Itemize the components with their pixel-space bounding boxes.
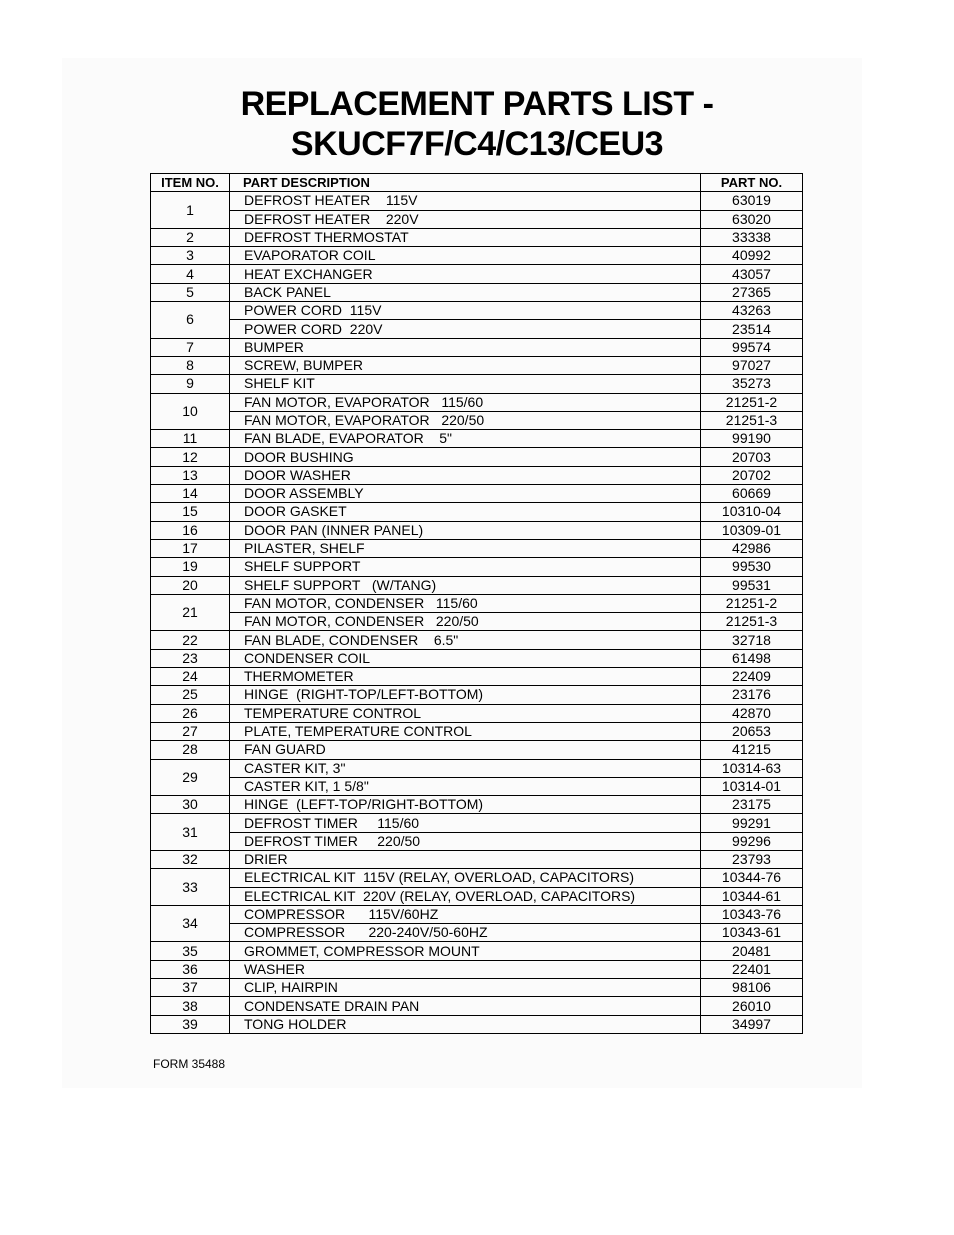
table-row <box>151 704 803 722</box>
item-number-cell: 34 <box>151 905 230 942</box>
part-number-cell: 10314-01 <box>701 777 803 795</box>
part-description-cell: CLIP, HAIRPIN <box>230 979 701 997</box>
item-number-cell: 23 <box>151 649 230 667</box>
part-number-cell: 99291 <box>701 814 803 832</box>
part-number-cell: 99531 <box>701 576 803 594</box>
table-row <box>151 283 803 301</box>
parts-table <box>150 173 803 1034</box>
item-number-cell: 29 <box>151 759 230 796</box>
part-description-cell: DEFROST HEATER 115V <box>230 192 701 210</box>
table-row <box>151 192 803 210</box>
table-row <box>151 576 803 594</box>
table-row <box>151 722 803 740</box>
part-description-cell: SCREW, BUMPER <box>230 356 701 374</box>
part-number-cell: 60669 <box>701 485 803 503</box>
table-row <box>151 265 803 283</box>
table-row <box>151 302 803 320</box>
table-row <box>151 613 803 631</box>
part-number-cell: 98106 <box>701 979 803 997</box>
part-number-cell: 34997 <box>701 1015 803 1033</box>
part-description-cell: SHELF KIT <box>230 375 701 393</box>
table-row <box>151 228 803 246</box>
table-header-row <box>151 174 803 192</box>
part-description-cell: DEFROST TIMER 220/50 <box>230 832 701 850</box>
table-row <box>151 247 803 265</box>
part-description-cell: FAN GUARD <box>230 741 701 759</box>
item-number-cell: 2 <box>151 228 230 246</box>
table-row <box>151 869 803 887</box>
table-row <box>151 924 803 942</box>
table-row <box>151 741 803 759</box>
part-description-cell: DEFROST THERMOSTAT <box>230 228 701 246</box>
item-number-cell: 20 <box>151 576 230 594</box>
item-number-cell: 12 <box>151 448 230 466</box>
table-row <box>151 1015 803 1033</box>
item-number-cell: 38 <box>151 997 230 1015</box>
item-number-cell: 28 <box>151 741 230 759</box>
table-row <box>151 777 803 795</box>
table-row <box>151 485 803 503</box>
item-number-cell: 31 <box>151 814 230 851</box>
table-row <box>151 466 803 484</box>
part-number-cell: 32718 <box>701 631 803 649</box>
part-description-cell: CASTER KIT, 1 5/8" <box>230 777 701 795</box>
item-number-cell: 7 <box>151 338 230 356</box>
part-number-cell: 42870 <box>701 704 803 722</box>
item-number-cell: 4 <box>151 265 230 283</box>
part-number-cell: 22401 <box>701 960 803 978</box>
item-number-cell: 17 <box>151 539 230 557</box>
part-number-cell: 23514 <box>701 320 803 338</box>
part-number-cell: 42986 <box>701 539 803 557</box>
table-row <box>151 594 803 612</box>
table-row <box>151 356 803 374</box>
item-number-cell: 1 <box>151 192 230 229</box>
part-description-cell: FAN MOTOR, EVAPORATOR 220/50 <box>230 411 701 429</box>
part-number-cell: 23175 <box>701 796 803 814</box>
header-part-description: PART DESCRIPTION <box>230 174 701 192</box>
part-number-cell: 41215 <box>701 741 803 759</box>
table-row <box>151 430 803 448</box>
part-description-cell: TEMPERATURE CONTROL <box>230 704 701 722</box>
part-description-cell: ELECTRICAL KIT 115V (RELAY, OVERLOAD, CAPACITORS) <box>230 869 701 887</box>
item-number-cell: 27 <box>151 722 230 740</box>
part-description-cell: EVAPORATOR COIL <box>230 247 701 265</box>
part-description-cell: DOOR GASKET <box>230 503 701 521</box>
part-number-cell: 10314-63 <box>701 759 803 777</box>
table-row <box>151 887 803 905</box>
form-number: FORM 35488 <box>153 1057 226 1071</box>
table-row <box>151 375 803 393</box>
part-number-cell: 40992 <box>701 247 803 265</box>
item-number-cell: 16 <box>151 521 230 539</box>
item-number-cell: 15 <box>151 503 230 521</box>
table-row <box>151 521 803 539</box>
part-number-cell: 10310-04 <box>701 503 803 521</box>
table-row <box>151 393 803 411</box>
part-description-cell: COMPRESSOR 115V/60HZ <box>230 905 701 923</box>
part-description-cell: DEFROST HEATER 220V <box>230 210 701 228</box>
item-number-cell: 5 <box>151 283 230 301</box>
part-number-cell: 35273 <box>701 375 803 393</box>
part-description-cell: BACK PANEL <box>230 283 701 301</box>
item-number-cell: 6 <box>151 302 230 339</box>
item-number-cell: 30 <box>151 796 230 814</box>
part-number-cell: 20481 <box>701 942 803 960</box>
part-description-cell: CONDENSER COIL <box>230 649 701 667</box>
part-description-cell: POWER CORD 115V <box>230 302 701 320</box>
part-number-cell: 61498 <box>701 649 803 667</box>
table-row <box>151 850 803 868</box>
part-description-cell: CONDENSATE DRAIN PAN <box>230 997 701 1015</box>
item-number-cell: 24 <box>151 668 230 686</box>
table-row <box>151 503 803 521</box>
table-row <box>151 320 803 338</box>
part-number-cell: 20653 <box>701 722 803 740</box>
item-number-cell: 32 <box>151 850 230 868</box>
part-description-cell: FAN BLADE, EVAPORATOR 5" <box>230 430 701 448</box>
part-description-cell: TONG HOLDER <box>230 1015 701 1033</box>
item-number-cell: 35 <box>151 942 230 960</box>
item-number-cell: 33 <box>151 869 230 906</box>
item-number-cell: 19 <box>151 558 230 576</box>
part-description-cell: PLATE, TEMPERATURE CONTROL <box>230 722 701 740</box>
table-row <box>151 686 803 704</box>
table-row <box>151 997 803 1015</box>
part-description-cell: DOOR WASHER <box>230 466 701 484</box>
item-number-cell: 21 <box>151 594 230 631</box>
part-number-cell: 21251-2 <box>701 594 803 612</box>
part-description-cell: THERMOMETER <box>230 668 701 686</box>
part-description-cell: FAN MOTOR, CONDENSER 220/50 <box>230 613 701 631</box>
part-description-cell: DOOR PAN (INNER PANEL) <box>230 521 701 539</box>
part-number-cell: 10343-76 <box>701 905 803 923</box>
table-row <box>151 979 803 997</box>
table-row <box>151 210 803 228</box>
table-row <box>151 649 803 667</box>
part-number-cell: 23176 <box>701 686 803 704</box>
part-description-cell: HEAT EXCHANGER <box>230 265 701 283</box>
table-row <box>151 832 803 850</box>
part-number-cell: 21251-2 <box>701 393 803 411</box>
part-description-cell: FAN MOTOR, EVAPORATOR 115/60 <box>230 393 701 411</box>
part-number-cell: 97027 <box>701 356 803 374</box>
parts-table-body <box>151 192 803 1034</box>
table-row <box>151 942 803 960</box>
part-number-cell: 27365 <box>701 283 803 301</box>
item-number-cell: 36 <box>151 960 230 978</box>
table-row <box>151 338 803 356</box>
part-description-cell: SHELF SUPPORT (W/TANG) <box>230 576 701 594</box>
table-row <box>151 668 803 686</box>
part-number-cell: 21251-3 <box>701 411 803 429</box>
part-description-cell: ELECTRICAL KIT 220V (RELAY, OVERLOAD, CAPACITORS) <box>230 887 701 905</box>
item-number-cell: 26 <box>151 704 230 722</box>
header-item-no: ITEM NO. <box>151 174 230 192</box>
part-number-cell: 26010 <box>701 997 803 1015</box>
item-number-cell: 25 <box>151 686 230 704</box>
part-description-cell: POWER CORD 220V <box>230 320 701 338</box>
item-number-cell: 14 <box>151 485 230 503</box>
part-number-cell: 10344-76 <box>701 869 803 887</box>
table-row <box>151 960 803 978</box>
part-description-cell: FAN MOTOR, CONDENSER 115/60 <box>230 594 701 612</box>
table-row <box>151 796 803 814</box>
part-number-cell: 10343-61 <box>701 924 803 942</box>
table-row <box>151 814 803 832</box>
part-number-cell: 43057 <box>701 265 803 283</box>
item-number-cell: 13 <box>151 466 230 484</box>
part-number-cell: 20703 <box>701 448 803 466</box>
part-number-cell: 33338 <box>701 228 803 246</box>
header-part-no: PART NO. <box>701 174 803 192</box>
page-title-line-1: REPLACEMENT PARTS LIST - <box>240 85 714 123</box>
part-description-cell: DOOR BUSHING <box>230 448 701 466</box>
item-number-cell: 11 <box>151 430 230 448</box>
item-number-cell: 9 <box>151 375 230 393</box>
part-number-cell: 63019 <box>701 192 803 210</box>
part-number-cell: 23793 <box>701 850 803 868</box>
table-row <box>151 558 803 576</box>
part-description-cell: SHELF SUPPORT <box>230 558 701 576</box>
part-description-cell: COMPRESSOR 220-240V/50-60HZ <box>230 924 701 942</box>
part-description-cell: HINGE (LEFT-TOP/RIGHT-BOTTOM) <box>230 796 701 814</box>
item-number-cell: 37 <box>151 979 230 997</box>
part-number-cell: 63020 <box>701 210 803 228</box>
part-description-cell: PILASTER, SHELF <box>230 539 701 557</box>
part-description-cell: BUMPER <box>230 338 701 356</box>
part-description-cell: FAN BLADE, CONDENSER 6.5" <box>230 631 701 649</box>
table-row <box>151 905 803 923</box>
part-description-cell: CASTER KIT, 3" <box>230 759 701 777</box>
item-number-cell: 8 <box>151 356 230 374</box>
part-number-cell: 20702 <box>701 466 803 484</box>
page-title-line-2: SKUCF7F/C4/C13/CEU3 <box>290 125 664 163</box>
part-number-cell: 22409 <box>701 668 803 686</box>
part-description-cell: DRIER <box>230 850 701 868</box>
part-number-cell: 10344-61 <box>701 887 803 905</box>
item-number-cell: 10 <box>151 393 230 430</box>
table-row <box>151 631 803 649</box>
table-row <box>151 539 803 557</box>
part-number-cell: 99574 <box>701 338 803 356</box>
part-number-cell: 43263 <box>701 302 803 320</box>
part-description-cell: DOOR ASSEMBLY <box>230 485 701 503</box>
part-description-cell: DEFROST TIMER 115/60 <box>230 814 701 832</box>
table-row <box>151 448 803 466</box>
part-description-cell: GROMMET, COMPRESSOR MOUNT <box>230 942 701 960</box>
part-description-cell: HINGE (RIGHT-TOP/LEFT-BOTTOM) <box>230 686 701 704</box>
part-number-cell: 99530 <box>701 558 803 576</box>
table-row <box>151 759 803 777</box>
part-number-cell: 10309-01 <box>701 521 803 539</box>
item-number-cell: 22 <box>151 631 230 649</box>
item-number-cell: 39 <box>151 1015 230 1033</box>
part-number-cell: 99190 <box>701 430 803 448</box>
item-number-cell: 3 <box>151 247 230 265</box>
table-row <box>151 411 803 429</box>
part-number-cell: 99296 <box>701 832 803 850</box>
part-description-cell: WASHER <box>230 960 701 978</box>
part-number-cell: 21251-3 <box>701 613 803 631</box>
